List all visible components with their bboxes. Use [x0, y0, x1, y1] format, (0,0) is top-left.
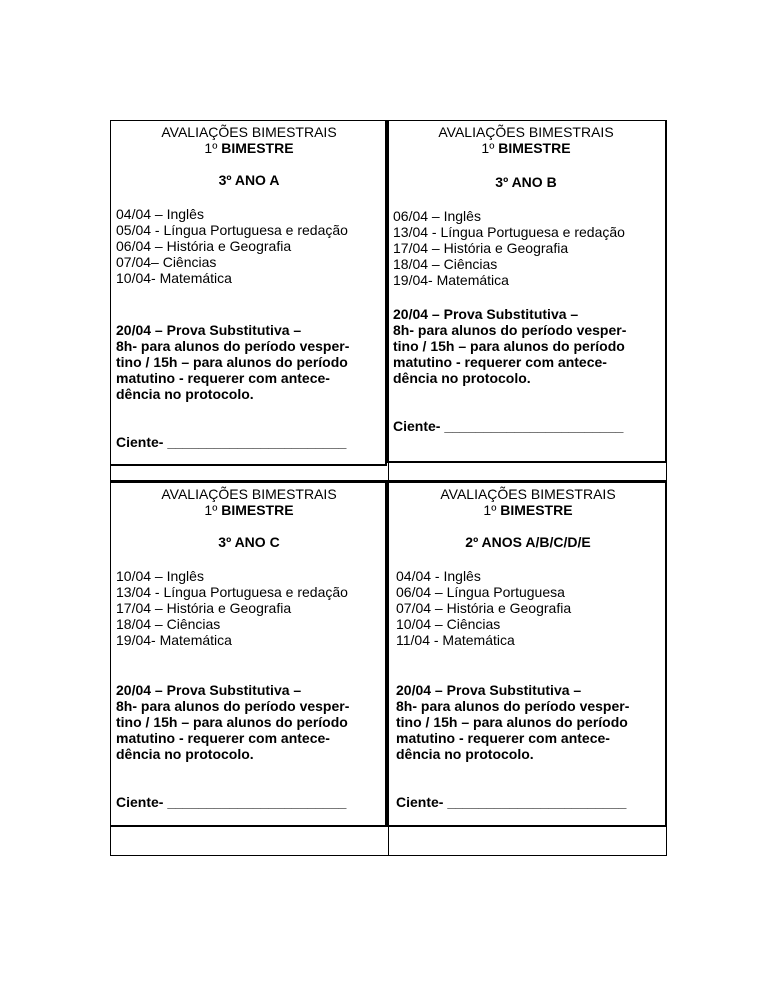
- card-3-ano-a: [116, 124, 382, 450]
- card-bimestre: 1º BIMESTRE: [481, 140, 571, 156]
- exam-item: 17/04 – História e Geografia: [116, 600, 292, 616]
- ciente-signature-line: Ciente- _______________________: [393, 418, 624, 434]
- exam-list: [393, 208, 659, 288]
- exam-list: [396, 568, 660, 648]
- card-2-anos: [396, 486, 660, 810]
- card-class: 2º ANOS A/B/C/D/E: [465, 534, 591, 550]
- ciente-signature-line: Ciente- _______________________: [396, 794, 627, 810]
- exam-item: 19/04- Matemática: [393, 272, 509, 288]
- card-bimestre: 1º BIMESTRE: [483, 502, 573, 518]
- card-3-ano-b: [393, 124, 659, 434]
- exam-item: 19/04- Matemática: [116, 632, 232, 648]
- card-class: 3º ANO A: [218, 172, 280, 188]
- exam-item: 10/04 – Ciências: [396, 616, 501, 632]
- exam-item: 17/04 – História e Geografia: [393, 240, 569, 256]
- exam-item: 06/04 – Língua Portuguesa: [396, 584, 565, 600]
- card-bimestre: 1º BIMESTRE: [204, 502, 294, 518]
- card-3-ano-c: [116, 486, 382, 810]
- card-class: 3º ANO C: [218, 534, 280, 550]
- ciente-signature-line: Ciente- _______________________: [116, 434, 347, 450]
- card-title: AVALIAÇÕES BIMESTRAIS: [440, 486, 616, 502]
- substitute-exam-note: 20/04 – Prova Substitutiva – 8h- para alunos do período vesper- tino / 15h – para alunos do período matutino - requerer com antece- dência no protocolo.: [393, 306, 627, 386]
- exam-item: 10/04- Matemática: [116, 270, 232, 286]
- exam-item: 07/04– Ciências: [116, 254, 217, 270]
- exam-item: 07/04 – História e Geografia: [396, 600, 572, 616]
- exam-item: 11/04 - Matemática: [396, 632, 515, 648]
- exam-item: 18/04 – Ciências: [393, 256, 498, 272]
- exam-item: 13/04 - Língua Portuguesa e redação: [116, 584, 348, 600]
- substitute-exam-note: 20/04 – Prova Substitutiva – 8h- para alunos do período vesper- tino / 15h – para alunos do período matutino - requerer com antece- dência no protocolo.: [116, 682, 350, 762]
- exam-item: 13/04 - Língua Portuguesa e redação: [393, 224, 625, 240]
- exam-item: 18/04 – Ciências: [116, 616, 221, 632]
- card-title: AVALIAÇÕES BIMESTRAIS: [438, 124, 614, 140]
- exam-item: 05/04 - Língua Portuguesa e redação: [116, 222, 348, 238]
- card-class: 3º ANO B: [495, 174, 557, 190]
- card-title: AVALIAÇÕES BIMESTRAIS: [161, 124, 337, 140]
- exam-item: 04/04 - Inglês: [396, 568, 481, 584]
- card-bimestre: 1º BIMESTRE: [204, 140, 294, 156]
- exam-item: 04/04 – Inglês: [116, 206, 204, 222]
- card-title: AVALIAÇÕES BIMESTRAIS: [161, 486, 337, 502]
- exam-item: 06/04 – Inglês: [393, 208, 481, 224]
- exam-list: [116, 206, 382, 286]
- exam-item: 10/04 – Inglês: [116, 568, 204, 584]
- exam-item: 06/04 – História e Geografia: [116, 238, 292, 254]
- substitute-exam-note: 20/04 – Prova Substitutiva – 8h- para alunos do período vesper- tino / 15h – para alunos do período matutino - requerer com antece- dência no protocolo.: [116, 322, 350, 402]
- substitute-exam-note: 20/04 – Prova Substitutiva – 8h- para alunos do período vesper- tino / 15h – para alunos do período matutino - requerer com antece- dência no protocolo.: [396, 682, 630, 762]
- ciente-signature-line: Ciente- _______________________: [116, 794, 347, 810]
- exam-list: [116, 568, 382, 648]
